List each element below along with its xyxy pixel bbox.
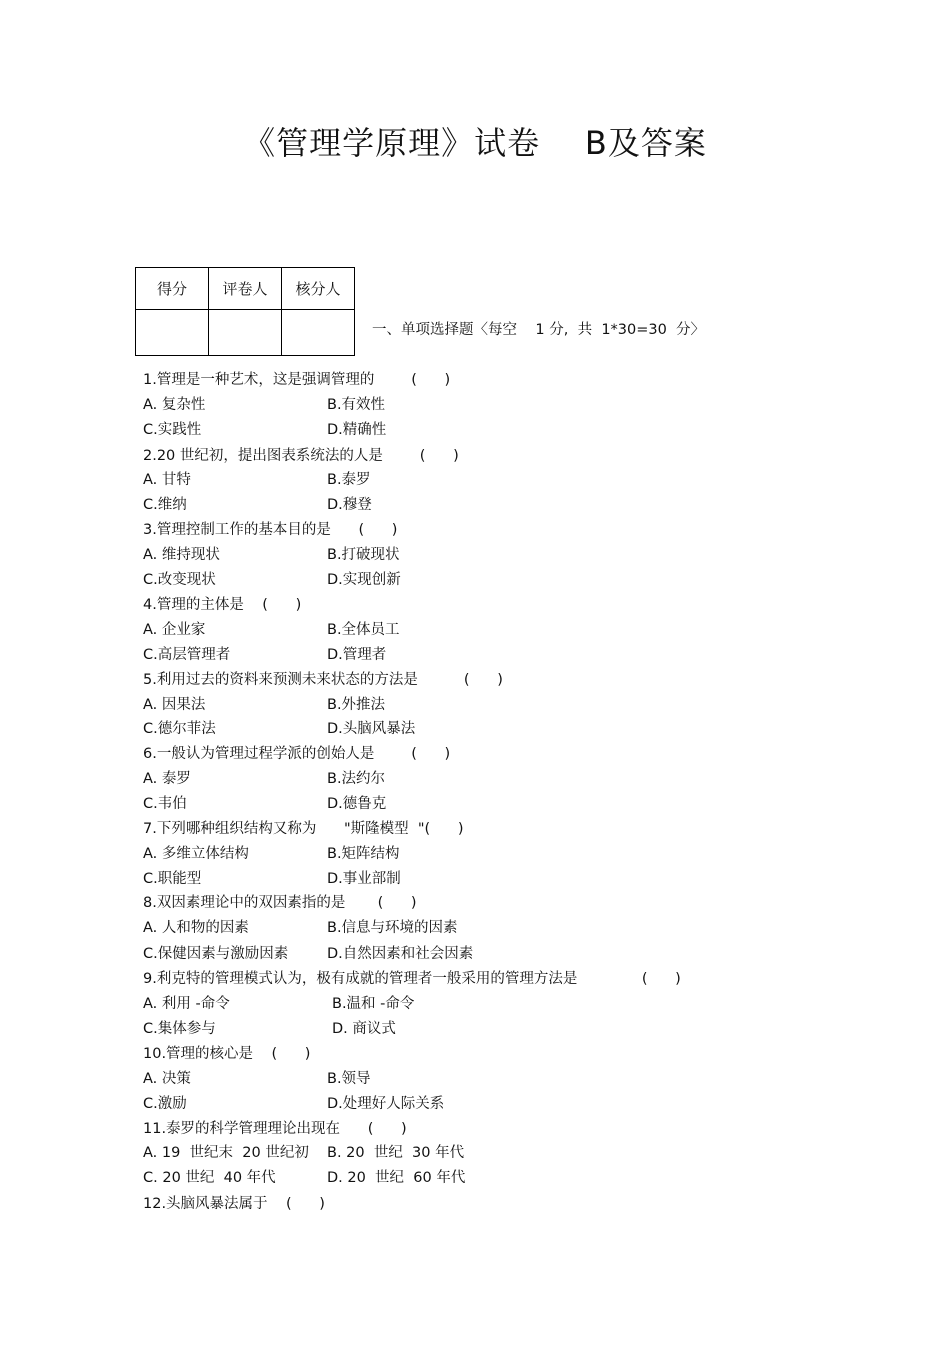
option-c: C.高层管理者 — [143, 647, 231, 663]
option-c: C.韦伯 — [143, 796, 187, 812]
option-c: C.激励 — [143, 1096, 187, 1112]
option-d: D.处理好人际关系 — [327, 1096, 445, 1112]
score-header-pingjuanren: 评卷人 — [209, 268, 282, 310]
option-b: B.矩阵结构 — [327, 846, 400, 862]
option-b: B.领导 — [327, 1071, 371, 1087]
option-a: A. 因果法 — [143, 697, 206, 713]
score-cell-hefenren — [282, 310, 355, 356]
option-b: B.信息与环境的因素 — [327, 920, 458, 936]
option-b: B.泰罗 — [327, 472, 371, 488]
document-title: 《管理学原理》试卷 B及答案 — [243, 124, 707, 162]
question-stem: 8.双因素理论中的双因素指的是 ( ) — [143, 895, 417, 911]
option-d: D.管理者 — [327, 647, 387, 663]
option-a: A. 维持现状 — [143, 547, 220, 563]
option-a: A. 企业家 — [143, 622, 206, 638]
option-c: C.职能型 — [143, 871, 202, 887]
question-stem: 3.管理控制工作的基本目的是 ( ) — [143, 522, 398, 538]
option-b: B.有效性 — [327, 397, 386, 413]
option-c: C.维纳 — [143, 497, 187, 513]
question-stem: 4.管理的主体是 ( ) — [143, 597, 302, 613]
option-a: A. 利用 -命令 — [143, 996, 230, 1012]
option-d: D.实现创新 — [327, 572, 401, 588]
score-table — [135, 267, 355, 356]
score-header-defen: 得分 — [136, 268, 209, 310]
option-c: C.集体参与 — [143, 1021, 216, 1037]
option-d: D.自然因素和社会因素 — [327, 946, 474, 962]
option-a: A. 泰罗 — [143, 771, 191, 787]
option-c: C.实践性 — [143, 422, 202, 438]
question-stem: 12.头脑风暴法属于 ( ) — [143, 1196, 325, 1212]
option-d: D. 商议式 — [332, 1021, 396, 1037]
option-d: D.德鲁克 — [327, 796, 387, 812]
option-d: D. 20 世纪 60 年代 — [327, 1170, 466, 1186]
question-stem: 7.下列哪种组织结构又称为 "斯隆模型 "( ) — [143, 821, 464, 837]
option-d: D.头脑风暴法 — [327, 721, 416, 737]
option-b: B.全体员工 — [327, 622, 400, 638]
question-stem: 9.利克特的管理模式认为，极有成就的管理者一般采用的管理方法是 ( ) — [143, 971, 681, 987]
question-stem: 11.泰罗的科学管理理论出现在 ( ) — [143, 1121, 407, 1137]
option-b: B.法约尔 — [327, 771, 386, 787]
option-b: B.打破现状 — [327, 547, 400, 563]
option-a: A. 19 世纪末 20 世纪初 — [143, 1145, 309, 1161]
option-c: C. 20 世纪 40 年代 — [143, 1170, 276, 1186]
option-c: C.保健因素与激励因素 — [143, 946, 289, 962]
score-cell-defen — [136, 310, 209, 356]
option-a: A. 甘特 — [143, 472, 191, 488]
option-d: D.事业部制 — [327, 871, 401, 887]
score-cell-pingjuanren — [209, 310, 282, 356]
option-d: D.精确性 — [327, 422, 387, 438]
option-b: B. 20 世纪 30 年代 — [327, 1145, 465, 1161]
option-b: B.温和 -命令 — [332, 996, 415, 1012]
question-stem: 5.利用过去的资料来预测未来状态的方法是 ( ) — [143, 672, 503, 688]
option-b: B.外推法 — [327, 697, 386, 713]
question-stem: 1.管理是一种艺术，这是强调管理的 ( ) — [143, 372, 451, 388]
option-a: A. 多维立体结构 — [143, 846, 249, 862]
section-heading: 一、单项选择题〈每空 1 分, 共 1*30=30 分〉 — [372, 322, 706, 338]
question-stem: 2.20 世纪初，提出图表系统法的人是 ( ) — [143, 448, 459, 464]
option-a: A. 复杂性 — [143, 397, 206, 413]
score-header-hefenren: 核分人 — [282, 268, 355, 310]
question-stem: 6.一般认为管理过程学派的创始人是 ( ) — [143, 746, 451, 762]
option-a: A. 决策 — [143, 1071, 191, 1087]
option-c: C.德尔菲法 — [143, 721, 216, 737]
option-d: D.穆登 — [327, 497, 372, 513]
option-a: A. 人和物的因素 — [143, 920, 249, 936]
option-c: C.改变现状 — [143, 572, 216, 588]
question-stem: 10.管理的核心是 ( ) — [143, 1046, 311, 1062]
